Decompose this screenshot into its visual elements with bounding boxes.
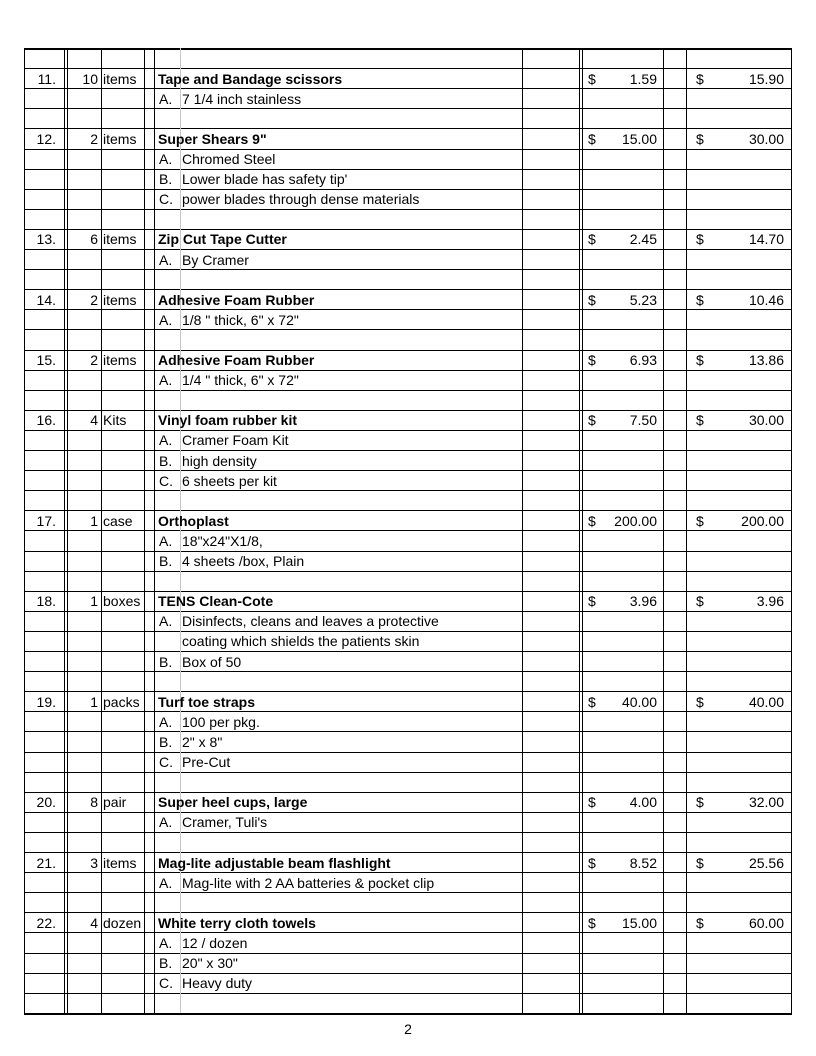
item-number: 16. (36, 412, 56, 429)
grid-row-line (24, 128, 792, 129)
item-total-price: 40.00 (748, 693, 784, 710)
grid-row-line (24, 68, 792, 69)
grid-row-line (24, 953, 792, 954)
detail-label: A. (159, 874, 173, 891)
grid-row-line (24, 470, 792, 471)
grid-row-line (24, 329, 792, 330)
item-unit: boxes (103, 593, 141, 610)
detail-text: By Cramer (182, 251, 249, 268)
item-name: Turf toe straps (158, 693, 255, 710)
item-total-price: 14.70 (748, 231, 784, 248)
grid-row-line (24, 510, 792, 511)
item-unit: case (103, 512, 133, 529)
detail-text: 6 sheets per kit (182, 472, 277, 489)
grid-row-line (24, 792, 792, 793)
detail-label: B. (159, 955, 173, 971)
item-quantity: 8 (90, 794, 98, 811)
item-number: 15. (36, 352, 56, 368)
unit-price-currency: $ (588, 693, 596, 710)
detail-text: coating which shields the patients skin (182, 633, 420, 650)
item-total-price: 15.90 (748, 70, 784, 87)
detail-label: A. (159, 151, 173, 167)
item-unit: items (103, 352, 137, 368)
detail-label: A. (159, 532, 173, 549)
grid-row-line (24, 450, 792, 451)
unit-price-currency: $ (588, 914, 596, 931)
grid-row-line (24, 832, 792, 833)
item-unit: pair (103, 794, 127, 811)
item-quantity: 1 (90, 693, 98, 710)
grid-row-line (24, 973, 792, 974)
grid-row-line (24, 269, 792, 270)
item-number: 18. (36, 593, 56, 610)
unit-price-currency: $ (588, 231, 596, 248)
total-price-currency: $ (696, 854, 704, 871)
detail-text: Box of 50 (182, 653, 242, 670)
item-name: Adhesive Foam Rubber (158, 352, 315, 368)
item-unit: items (103, 854, 137, 871)
item-quantity: 1 (90, 512, 98, 529)
item-unit-price: 7.50 (629, 412, 657, 429)
item-quantity: 3 (90, 854, 98, 871)
unit-price-currency: $ (588, 593, 596, 610)
grid-row-line (24, 671, 792, 672)
detail-text: Heavy duty (182, 975, 253, 992)
item-number: 17. (36, 512, 56, 529)
grid-row-line (24, 530, 792, 531)
grid-row-line (24, 249, 792, 250)
item-unit: items (103, 70, 137, 87)
grid-row-line (24, 390, 792, 391)
grid-row-line (24, 430, 792, 431)
item-unit: Kits (103, 412, 127, 429)
detail-text: Mag-lite with 2 AA batteries & pocket clip (182, 874, 435, 891)
grid-row-line (24, 571, 792, 572)
grid-column-line (663, 48, 664, 1014)
total-price-currency: $ (696, 794, 704, 811)
item-quantity: 2 (90, 352, 98, 368)
detail-label: C. (159, 191, 173, 208)
item-number: 21. (36, 854, 56, 871)
item-unit-price: 3.96 (629, 593, 657, 610)
item-quantity: 2 (90, 291, 98, 308)
detail-label: B. (159, 733, 173, 750)
grid-column-line (686, 48, 687, 1014)
item-name: White terry cloth towels (158, 914, 316, 931)
grid-row-line (24, 370, 792, 371)
item-name: Zip Cut Tape Cutter (158, 231, 287, 248)
grid-column-line (791, 48, 792, 1014)
item-unit: packs (103, 693, 140, 710)
item-unit-price: 4.00 (629, 794, 657, 811)
total-price-currency: $ (696, 412, 704, 429)
grid-row-line (24, 229, 792, 230)
detail-text: 20" x 30" (182, 955, 238, 971)
detail-text: 100 per pkg. (182, 713, 260, 730)
total-price-currency: $ (696, 593, 704, 610)
item-unit-price: 8.52 (629, 854, 657, 871)
total-price-currency: $ (696, 512, 704, 529)
unit-price-currency: $ (588, 794, 596, 811)
detail-label: C. (159, 472, 173, 489)
item-unit-price: 6.93 (629, 352, 657, 368)
item-number: 14. (36, 291, 56, 308)
detail-text: Pre-Cut (182, 754, 231, 770)
item-unit-price: 1.59 (629, 70, 657, 87)
item-quantity: 10 (82, 70, 98, 87)
unit-price-currency: $ (588, 130, 596, 147)
item-unit: dozen (103, 914, 142, 931)
item-quantity: 4 (90, 914, 98, 931)
detail-label: C. (159, 754, 173, 770)
item-total-price: 200.00 (741, 512, 784, 529)
item-number: 12. (36, 130, 56, 147)
unit-price-currency: $ (588, 70, 596, 87)
grid-row-line (24, 88, 792, 89)
item-unit-price: 15.00 (621, 130, 657, 147)
detail-label: B. (159, 171, 173, 188)
detail-text: 1/4 " thick, 6" x 72" (182, 372, 299, 389)
item-name: Tape and Bandage scissors (158, 70, 343, 87)
total-price-currency: $ (696, 231, 704, 248)
detail-label: A. (159, 372, 173, 389)
total-price-currency: $ (696, 70, 704, 87)
detail-text: 4 sheets /box, Plain (182, 553, 305, 569)
detail-text: Chromed Steel (182, 151, 276, 167)
grid-column-line (522, 48, 523, 1014)
grid-row-line (24, 490, 792, 491)
item-total-price: 10.46 (748, 291, 784, 308)
item-unit-price: 5.23 (629, 291, 657, 308)
unit-price-currency: $ (588, 854, 596, 871)
grid-row-line (24, 149, 792, 150)
total-price-currency: $ (696, 693, 704, 710)
grid-row-line (24, 289, 792, 290)
item-total-price: 25.56 (748, 854, 784, 871)
grid-row-line (24, 993, 792, 994)
item-total-price: 30.00 (748, 130, 784, 147)
grid-row-line (24, 752, 792, 753)
item-quantity: 2 (90, 130, 98, 147)
detail-text: high density (182, 452, 257, 469)
item-total-price: 30.00 (748, 412, 784, 429)
item-unit-price: 200.00 (614, 512, 657, 529)
total-price-currency: $ (696, 914, 704, 931)
item-total-price: 60.00 (748, 914, 784, 931)
total-price-currency: $ (696, 130, 704, 147)
item-unit: items (103, 231, 137, 248)
grid-column-line (154, 48, 155, 1014)
detail-text: 12 / dozen (182, 934, 248, 951)
grid-column-line (582, 48, 583, 1014)
unit-price-currency: $ (588, 412, 596, 429)
table-bottom-border (24, 1013, 792, 1015)
item-number: 13. (36, 231, 56, 248)
detail-label: A. (159, 613, 173, 630)
detail-label: A. (159, 90, 173, 107)
total-price-currency: $ (696, 291, 704, 308)
detail-text: 1/8 " thick, 6" x 72" (182, 311, 299, 328)
item-number: 20. (36, 794, 56, 811)
item-unit-price: 40.00 (621, 693, 657, 710)
grid-row-line (24, 108, 792, 109)
detail-label: A. (159, 934, 173, 951)
item-unit: items (103, 130, 137, 147)
grid-row-line (24, 410, 792, 411)
detail-label: B. (159, 452, 173, 469)
item-quantity: 1 (90, 593, 98, 610)
unit-price-currency: $ (588, 352, 596, 368)
unit-price-currency: $ (588, 291, 596, 308)
page-number: 2 (404, 1021, 412, 1037)
item-total-price: 3.96 (756, 593, 784, 610)
detail-text: power blades through dense materials (182, 191, 420, 208)
item-name: Super heel cups, large (158, 794, 308, 811)
item-number: 22. (36, 914, 56, 931)
item-number: 11. (37, 70, 56, 87)
detail-label: A. (159, 713, 173, 730)
item-name: Adhesive Foam Rubber (158, 291, 315, 308)
grid-row-line (24, 731, 792, 732)
grid-row-line (24, 169, 792, 170)
item-name: Super Shears 9" (158, 130, 267, 147)
item-unit: items (103, 291, 137, 308)
detail-text: Cramer Foam Kit (182, 432, 289, 449)
item-name: Vinyl foam rubber kit (158, 412, 297, 429)
item-quantity: 4 (90, 412, 98, 429)
item-quantity: 6 (90, 231, 98, 248)
item-name: Orthoplast (158, 512, 229, 529)
item-unit-price: 15.00 (621, 914, 657, 931)
grid-row-line (24, 551, 792, 552)
detail-text: 7 1/4 inch stainless (182, 90, 302, 107)
detail-text: Disinfects, cleans and leaves a protective (182, 613, 439, 630)
detail-label: A. (159, 251, 173, 268)
grid-row-line (24, 350, 792, 351)
detail-label: A. (159, 814, 173, 831)
detail-label: B. (159, 653, 173, 670)
item-unit-price: 2.45 (629, 231, 657, 248)
unit-price-currency: $ (588, 512, 596, 529)
detail-label: B. (159, 553, 173, 569)
item-total-price: 13.86 (748, 352, 784, 368)
item-name: TENS Clean-Cote (158, 593, 274, 610)
item-name: Mag-lite adjustable beam flashlight (158, 854, 391, 871)
grid-column-line (579, 48, 580, 1014)
detail-label: A. (159, 311, 173, 328)
total-price-currency: $ (696, 352, 704, 368)
detail-label: C. (159, 975, 173, 992)
grid-row-line (24, 852, 792, 853)
grid-column-line (144, 48, 145, 1014)
grid-row-line (24, 309, 792, 310)
table-top-border (24, 48, 792, 50)
item-total-price: 32.00 (748, 794, 784, 811)
detail-text: Cramer, Tuli's (182, 814, 268, 831)
detail-text: 18"x24"X1/8, (182, 532, 263, 549)
detail-text: 2" x 8" (182, 733, 223, 750)
detail-label: A. (159, 432, 173, 449)
grid-column-line (101, 48, 102, 1014)
grid-row-line (24, 772, 792, 773)
grid-row-line (24, 812, 792, 813)
detail-text: Lower blade has safety tip' (182, 171, 348, 188)
item-number: 19. (36, 693, 56, 710)
